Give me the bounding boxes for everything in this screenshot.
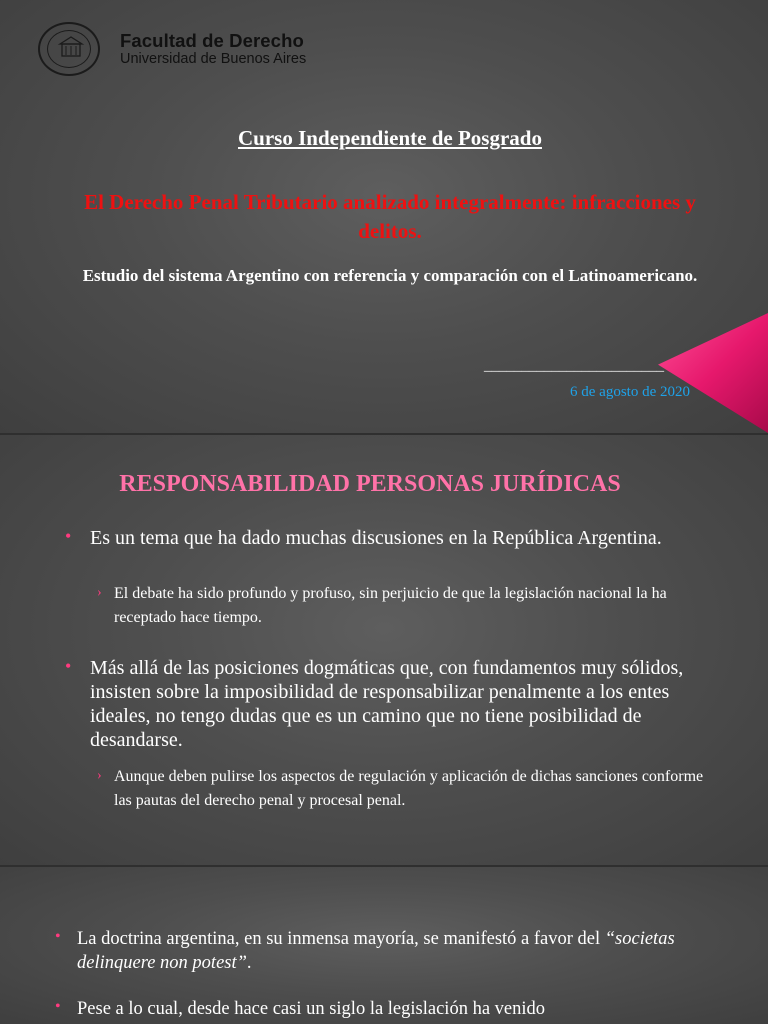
presentation-title: El Derecho Penal Tributario analizado integralmente: infracciones y delitos. [84, 190, 696, 243]
list-item [65, 526, 730, 550]
bullet-text: Más allá de las posiciones dogmáticas que, con fundamentos muy sólidos, insisten sobre la imposibilidad de responsabilizar penalmente a los entes ideales, no tengo dudas que es un camino que no tiene posibilidad de desandarse. [90, 657, 684, 751]
sub-list-item [97, 765, 714, 813]
bullet-dot-icon: • [65, 656, 72, 676]
signature-line: ________________________ [484, 358, 664, 374]
chevron-right-icon: › [97, 585, 102, 600]
slide-heading: RESPONSABILIDAD PERSONAS JURÍDICAS [119, 471, 621, 497]
logo-faculty-name: Facultad de Derecho [120, 29, 304, 51]
bullet-text: La doctrina argentina, en su inmensa mayoría, se manifestó a favor del [77, 929, 605, 949]
bullet-dot-icon: • [55, 928, 61, 945]
bullet-dot-icon: • [65, 526, 72, 546]
chevron-right-icon: › [97, 768, 102, 783]
slide-doctrina [0, 867, 768, 1024]
logo-university-name: Universidad de Buenos Aires [120, 51, 307, 67]
course-heading: Curso Independiente de Posgrado [238, 126, 542, 150]
faculty-logo [38, 22, 306, 76]
slide-responsabilidad [0, 435, 768, 865]
presentation-subtitle: Estudio del sistema Argentino con referencia y comparación con el Latinoamericano. [82, 266, 698, 285]
sub-bullet-text: Aunque deben pulirse los aspectos de regulación y aplicación de dichas sanciones conforme las pautas del derecho penal y procesal penal. [114, 768, 704, 809]
bullet-text: Es un tema que ha dado muchas discusiones en la República Argentina. [90, 527, 662, 549]
presentation-date: 6 de agosto de 2020 [570, 384, 690, 400]
bullet-text: Pese a lo cual, desde hace casi un siglo la legislación ha venido [77, 999, 546, 1019]
list-item [55, 997, 737, 1021]
bullet-end: . [246, 953, 252, 973]
bullet-dot-icon: • [55, 998, 61, 1015]
latin-quote: “societas delinquere non potest” [77, 929, 675, 973]
decorative-triangle [658, 313, 768, 433]
sub-list-item [97, 582, 714, 630]
sub-bullet-text: El debate ha sido profundo y profuso, sin perjuicio de que la legislación nacional la ha receptado hace tiempo. [114, 585, 667, 626]
list-item [55, 927, 737, 975]
slide-title [0, 0, 768, 433]
list-item [65, 656, 730, 752]
university-seal-icon [38, 22, 100, 76]
